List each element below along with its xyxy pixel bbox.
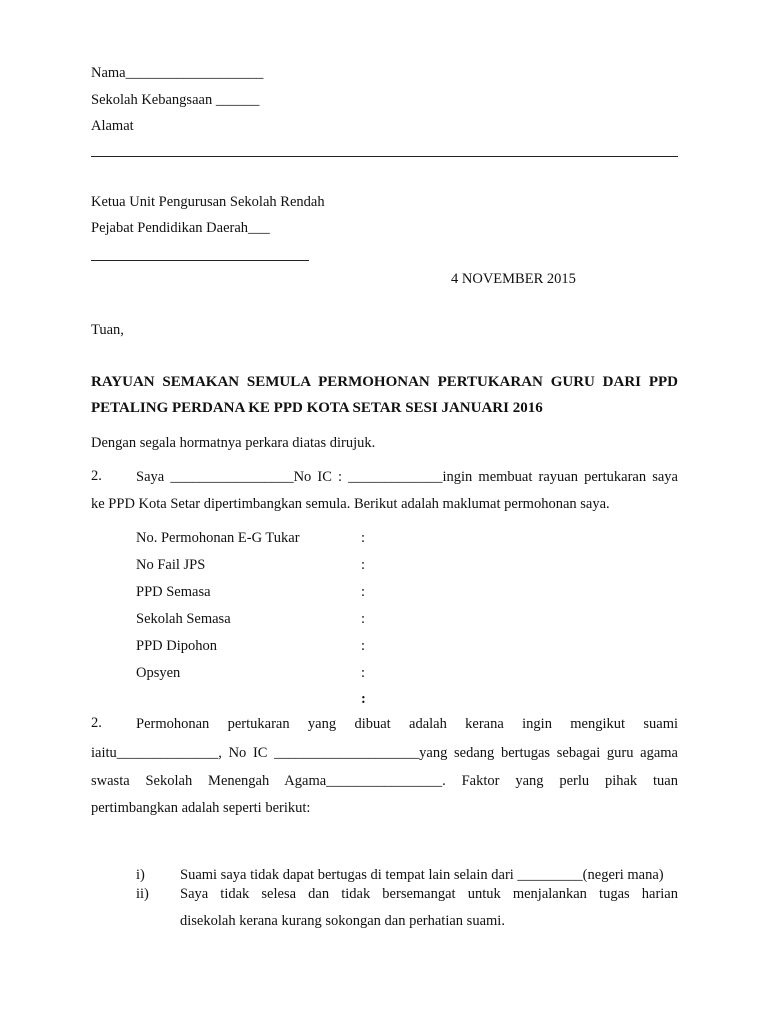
- recipient-line-1: Ketua Unit Pengurusan Sekolah Rendah: [91, 194, 325, 210]
- detail-colon: :: [361, 584, 366, 600]
- para2-line-1: Permohonan pertukaran yang dibuat adalah kerana ingin mengikut suami: [136, 716, 678, 732]
- detail-colon: :: [361, 557, 366, 573]
- detail-label-opsyen: Opsyen: [136, 665, 181, 681]
- extra-colon: :: [361, 691, 366, 707]
- sender-address-label: Alamat: [91, 118, 134, 134]
- address-divider: [91, 156, 678, 157]
- reason-2-number: ii): [136, 886, 149, 902]
- letter-title-line-2: PETALING PERDANA KE PPD KOTA SETAR SESI JANUARI 2016: [91, 400, 543, 416]
- intro-paragraph: Dengan segala hormatnya perkara diatas dirujuk.: [91, 435, 376, 451]
- salutation: Tuan,: [91, 322, 124, 338]
- para1-line-2: ke PPD Kota Setar dipertimbangkan semula. Berikut adalah maklumat permohonan saya.: [91, 496, 610, 512]
- letter-date: 4 NOVEMBER 2015: [451, 271, 576, 287]
- reason-1-number: i): [136, 867, 145, 883]
- recipient-divider: [91, 260, 309, 261]
- detail-colon: :: [361, 665, 366, 681]
- para1-line-1: Saya _________________No IC : _____________ingin membuat rayuan pertukaran saya: [136, 469, 678, 485]
- detail-label-sekolah-semasa: Sekolah Semasa: [136, 611, 231, 627]
- para2-number: 2.: [91, 715, 102, 731]
- sender-name: Nama___________________: [91, 65, 264, 81]
- detail-label-permohonan: No. Permohonan E-G Tukar: [136, 530, 300, 546]
- detail-colon: :: [361, 611, 366, 627]
- sender-school: Sekolah Kebangsaan ______: [91, 92, 260, 108]
- para2-line-3: swasta Sekolah Menengah Agama________________. Faktor yang perlu pihak tuan: [91, 773, 678, 789]
- recipient-line-2: Pejabat Pendidikan Daerah___: [91, 220, 270, 236]
- reason-2-line-2: disekolah kerana kurang sokongan dan perhatian suami.: [180, 913, 505, 929]
- detail-colon: :: [361, 530, 366, 546]
- detail-label-ppd-semasa: PPD Semasa: [136, 584, 211, 600]
- detail-label-fail-jps: No Fail JPS: [136, 557, 206, 573]
- reason-2-line-1: Saya tidak selesa dan tidak bersemangat untuk menjalankan tugas harian: [180, 886, 678, 902]
- para2-line-2: iaitu______________, No IC ____________________yang sedang bertugas sebagai guru agama: [91, 745, 678, 761]
- detail-colon: :: [361, 638, 366, 654]
- para1-number: 2.: [91, 468, 102, 484]
- detail-label-ppd-dipohon: PPD Dipohon: [136, 638, 217, 654]
- para2-line-4: pertimbangkan adalah seperti berikut:: [91, 800, 311, 816]
- letter-title-line-1: RAYUAN SEMAKAN SEMULA PERMOHONAN PERTUKARAN GURU DARI PPD: [91, 374, 678, 390]
- reason-1-text: Suami saya tidak dapat bertugas di tempat lain selain dari _________(negeri mana): [180, 867, 664, 883]
